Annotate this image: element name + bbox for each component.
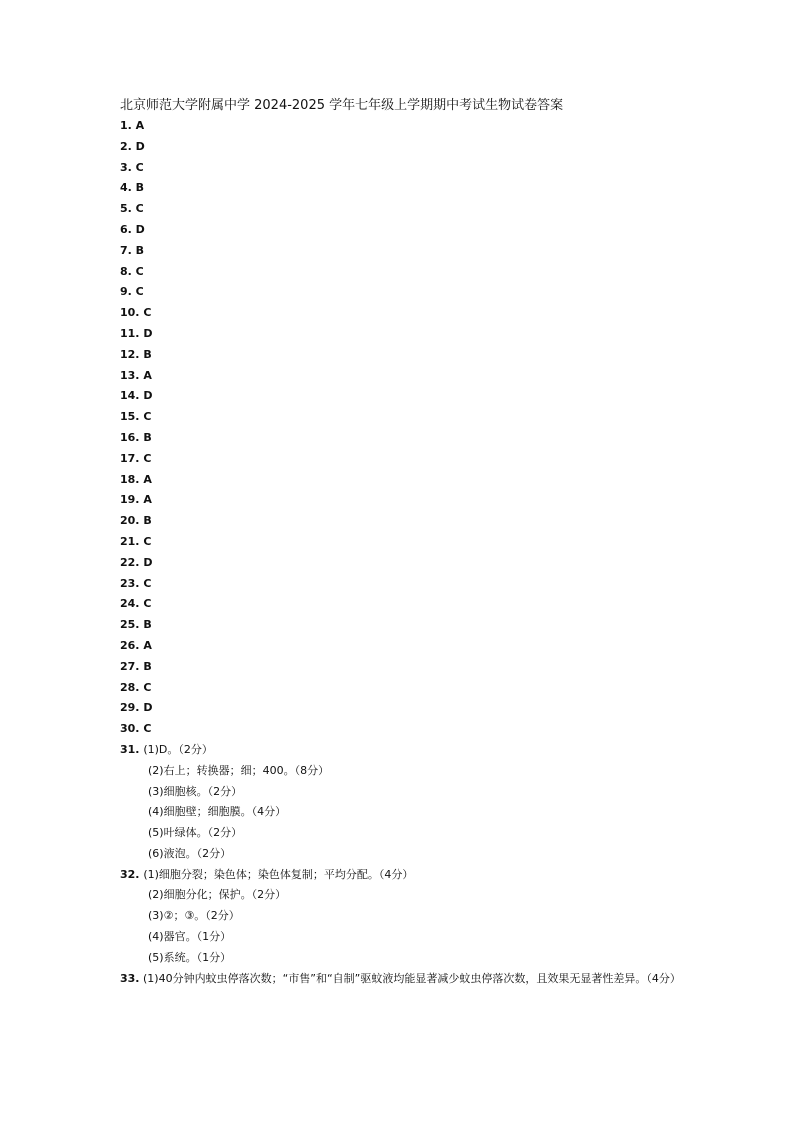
choice-answer-item: 25. B	[120, 618, 152, 632]
question-32	[120, 865, 690, 969]
choice-answer-item: 12. B	[120, 347, 152, 361]
choice-answer-item: 22. D	[120, 555, 153, 569]
question-33	[120, 969, 690, 990]
choice-answer-item: 29. D	[120, 701, 153, 715]
answer-part: (3)②；③。（2分）	[148, 909, 240, 923]
choice-answer-item: 8. C	[120, 264, 144, 278]
choice-answer-item: 24. C	[120, 597, 152, 611]
choice-answer-item: 6. D	[120, 222, 145, 236]
choice-answer-item: 13. A	[120, 368, 152, 382]
choice-answer-item: 19. A	[120, 493, 152, 507]
choice-answer-item: 20. B	[120, 514, 152, 528]
choice-answer-item: 17. C	[120, 451, 152, 465]
answer-part: (4)器官。（1分）	[148, 930, 232, 944]
choice-answers-list	[120, 116, 690, 740]
choice-answer-item: 18. A	[120, 472, 152, 486]
question-number: 32.	[120, 867, 140, 881]
answer-part: (2)右上；转换器；细；400。（8分）	[148, 763, 330, 777]
answer-part: (1)D。（2分）	[143, 742, 213, 756]
answer-part: (4)细胞壁；细胞膜。（4分）	[148, 805, 287, 819]
choice-answer-item: 11. D	[120, 326, 153, 340]
choice-answer-item: 23. C	[120, 576, 152, 590]
choice-answer-item: 3. C	[120, 160, 144, 174]
question-number: 33.	[120, 971, 140, 985]
choice-answer-item: 14. D	[120, 389, 153, 403]
answer-part: (1)细胞分裂；染色体；染色体复制；平均分配。（4分）	[143, 867, 414, 881]
answer-part: (5)系统。（1分）	[148, 950, 232, 964]
choice-answer-item: 5. C	[120, 202, 144, 216]
question-31	[120, 740, 690, 865]
choice-answer-item: 21. C	[120, 534, 152, 548]
choice-answer-item: 1. A	[120, 119, 145, 132]
question-number: 31.	[120, 742, 140, 756]
choice-answer-item: 15. C	[120, 410, 152, 424]
answer-part: (3)细胞核。（2分）	[148, 784, 243, 798]
choice-answer-item: 30. C	[120, 722, 152, 736]
choice-answer-item: 26. A	[120, 638, 152, 652]
choice-answer-item: 9. C	[120, 285, 144, 299]
answer-part: (6)液泡。（2分）	[148, 846, 232, 860]
choice-answer-item: 16. B	[120, 430, 152, 444]
document-title: 北京师范大学附属中学 2024-2025 学年七年级上学期期中考试生物试卷答案	[120, 98, 564, 113]
choice-answer-item: 2. D	[120, 139, 145, 153]
answer-part: (5)叶绿体。（2分）	[148, 826, 243, 840]
answer-part: (1)40分钟内蚊虫停落次数；“市售”和“自制”驱蚊液均能显著减少蚊虫停落次数，且效果无显著性差异。（4分）	[143, 971, 681, 985]
answer-document	[120, 96, 690, 989]
choice-answer-item: 4. B	[120, 181, 145, 195]
choice-answer-item: 27. B	[120, 659, 152, 673]
answer-part: (2)细胞分化；保护。（2分）	[148, 888, 287, 902]
choice-answer-item: 28. C	[120, 680, 152, 694]
choice-answer-item: 10. C	[120, 306, 152, 320]
choice-answer-item: 7. B	[120, 243, 145, 257]
